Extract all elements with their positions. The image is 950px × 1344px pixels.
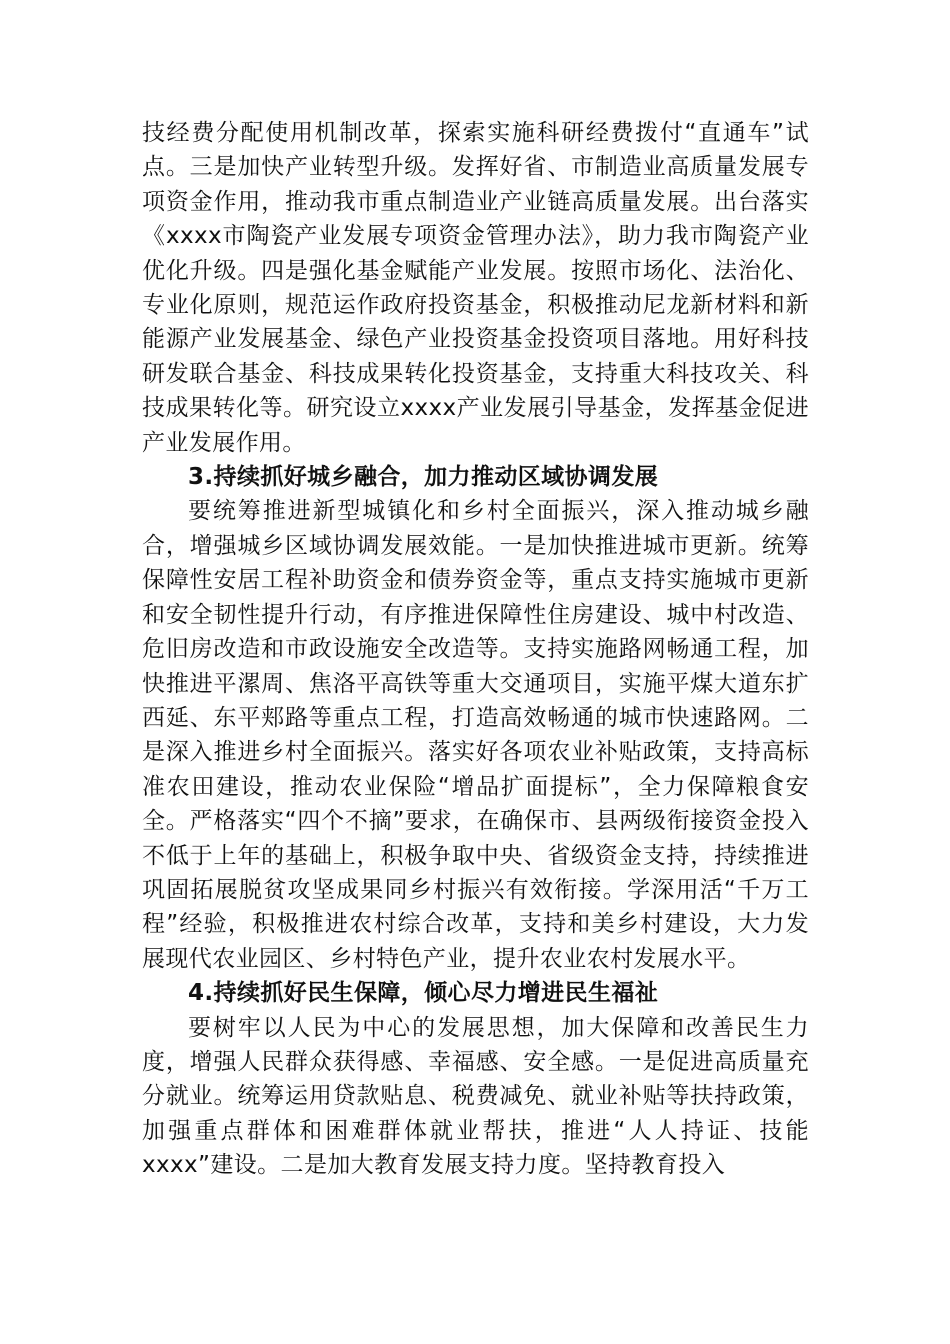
paragraph-continuation: 技经费分配使用机制改革，探索实施科研经费拨付“直通车”试点。三是加快产业转型升级。发挥好省、市制造业高质量发展专项资金作用，推动我市重点制造业产业链高质量发展。出台落实《xxxx市陶瓷产业发展专项资金管理办法》，助力我市陶瓷产业优化升级。四是强化基金赋能产业发展。按照市场化、法治化、专业化原则，规范运作政府投资基金，积极推动尼龙新材料和新能源产业发展基金、绿色产业投资基金投资项目落地。用好科技研发联合基金、科技成果转化投资基金，支持重大科技攻关、科技成果转化等。研究设立xxxx产业发展引导基金，发挥基金促进产业发展作用。 [142,120,809,456]
section-heading-4: 4.持续抓好民生保障，倾心尽力增进民生福祉 [188,980,659,1007]
section-heading-3: 3.持续抓好城乡融合，加力推动区域协调发展 [188,464,659,491]
paragraph-urban-rural: 要统筹推进新型城镇化和乡村全面振兴，深入推动城乡融合，增强城乡区域协调发展效能。一是加快推进城市更新。统筹保障性安居工程补助资金和债券资金等，重点支持实施城市更新和安全韧性提升行动，有序推进保障性住房建设、城中村改造、危旧房改造和市政设施安全改造等。支持实施路网畅通工程，加快推进平漯周、焦洛平高铁等重大交通项目，实施平煤大道东扩西延、东平郏路等重点工程，打造高效畅通的城市快速路网。二是深入推进乡村全面振兴。落实好各项农业补贴政策，支持高标准农田建设，推动农业保险“增品扩面提标”，全力保障粮食安全。严格落实“四个不摘”要求，在确保市、县两级衔接资金投入不低于上年的基础上，积极争取中央、省级资金支持，持续推进巩固拓展脱贫攻坚成果同乡村振兴有效衔接。学深用活“千万工程”经验，积极推进农村综合改革，支持和美乡村建设，大力发展现代农业园区、乡村特色产业，提升农业农村发展水平。 [142,498,809,972]
paragraph-livelihood: 要树牢以人民为中心的发展思想，加大保障和改善民生力度，增强人民群众获得感、幸福感、安全感。一是促进高质量充分就业。统筹运用贷款贴息、税费减免、就业补贴等扶持政策，加强重点群体和困难群体就业帮扶，推进“人人持证、技能xxxx”建设。二是加大教育发展支持力度。坚持教育投入 [142,1014,809,1179]
document-page [142,116,809,1183]
